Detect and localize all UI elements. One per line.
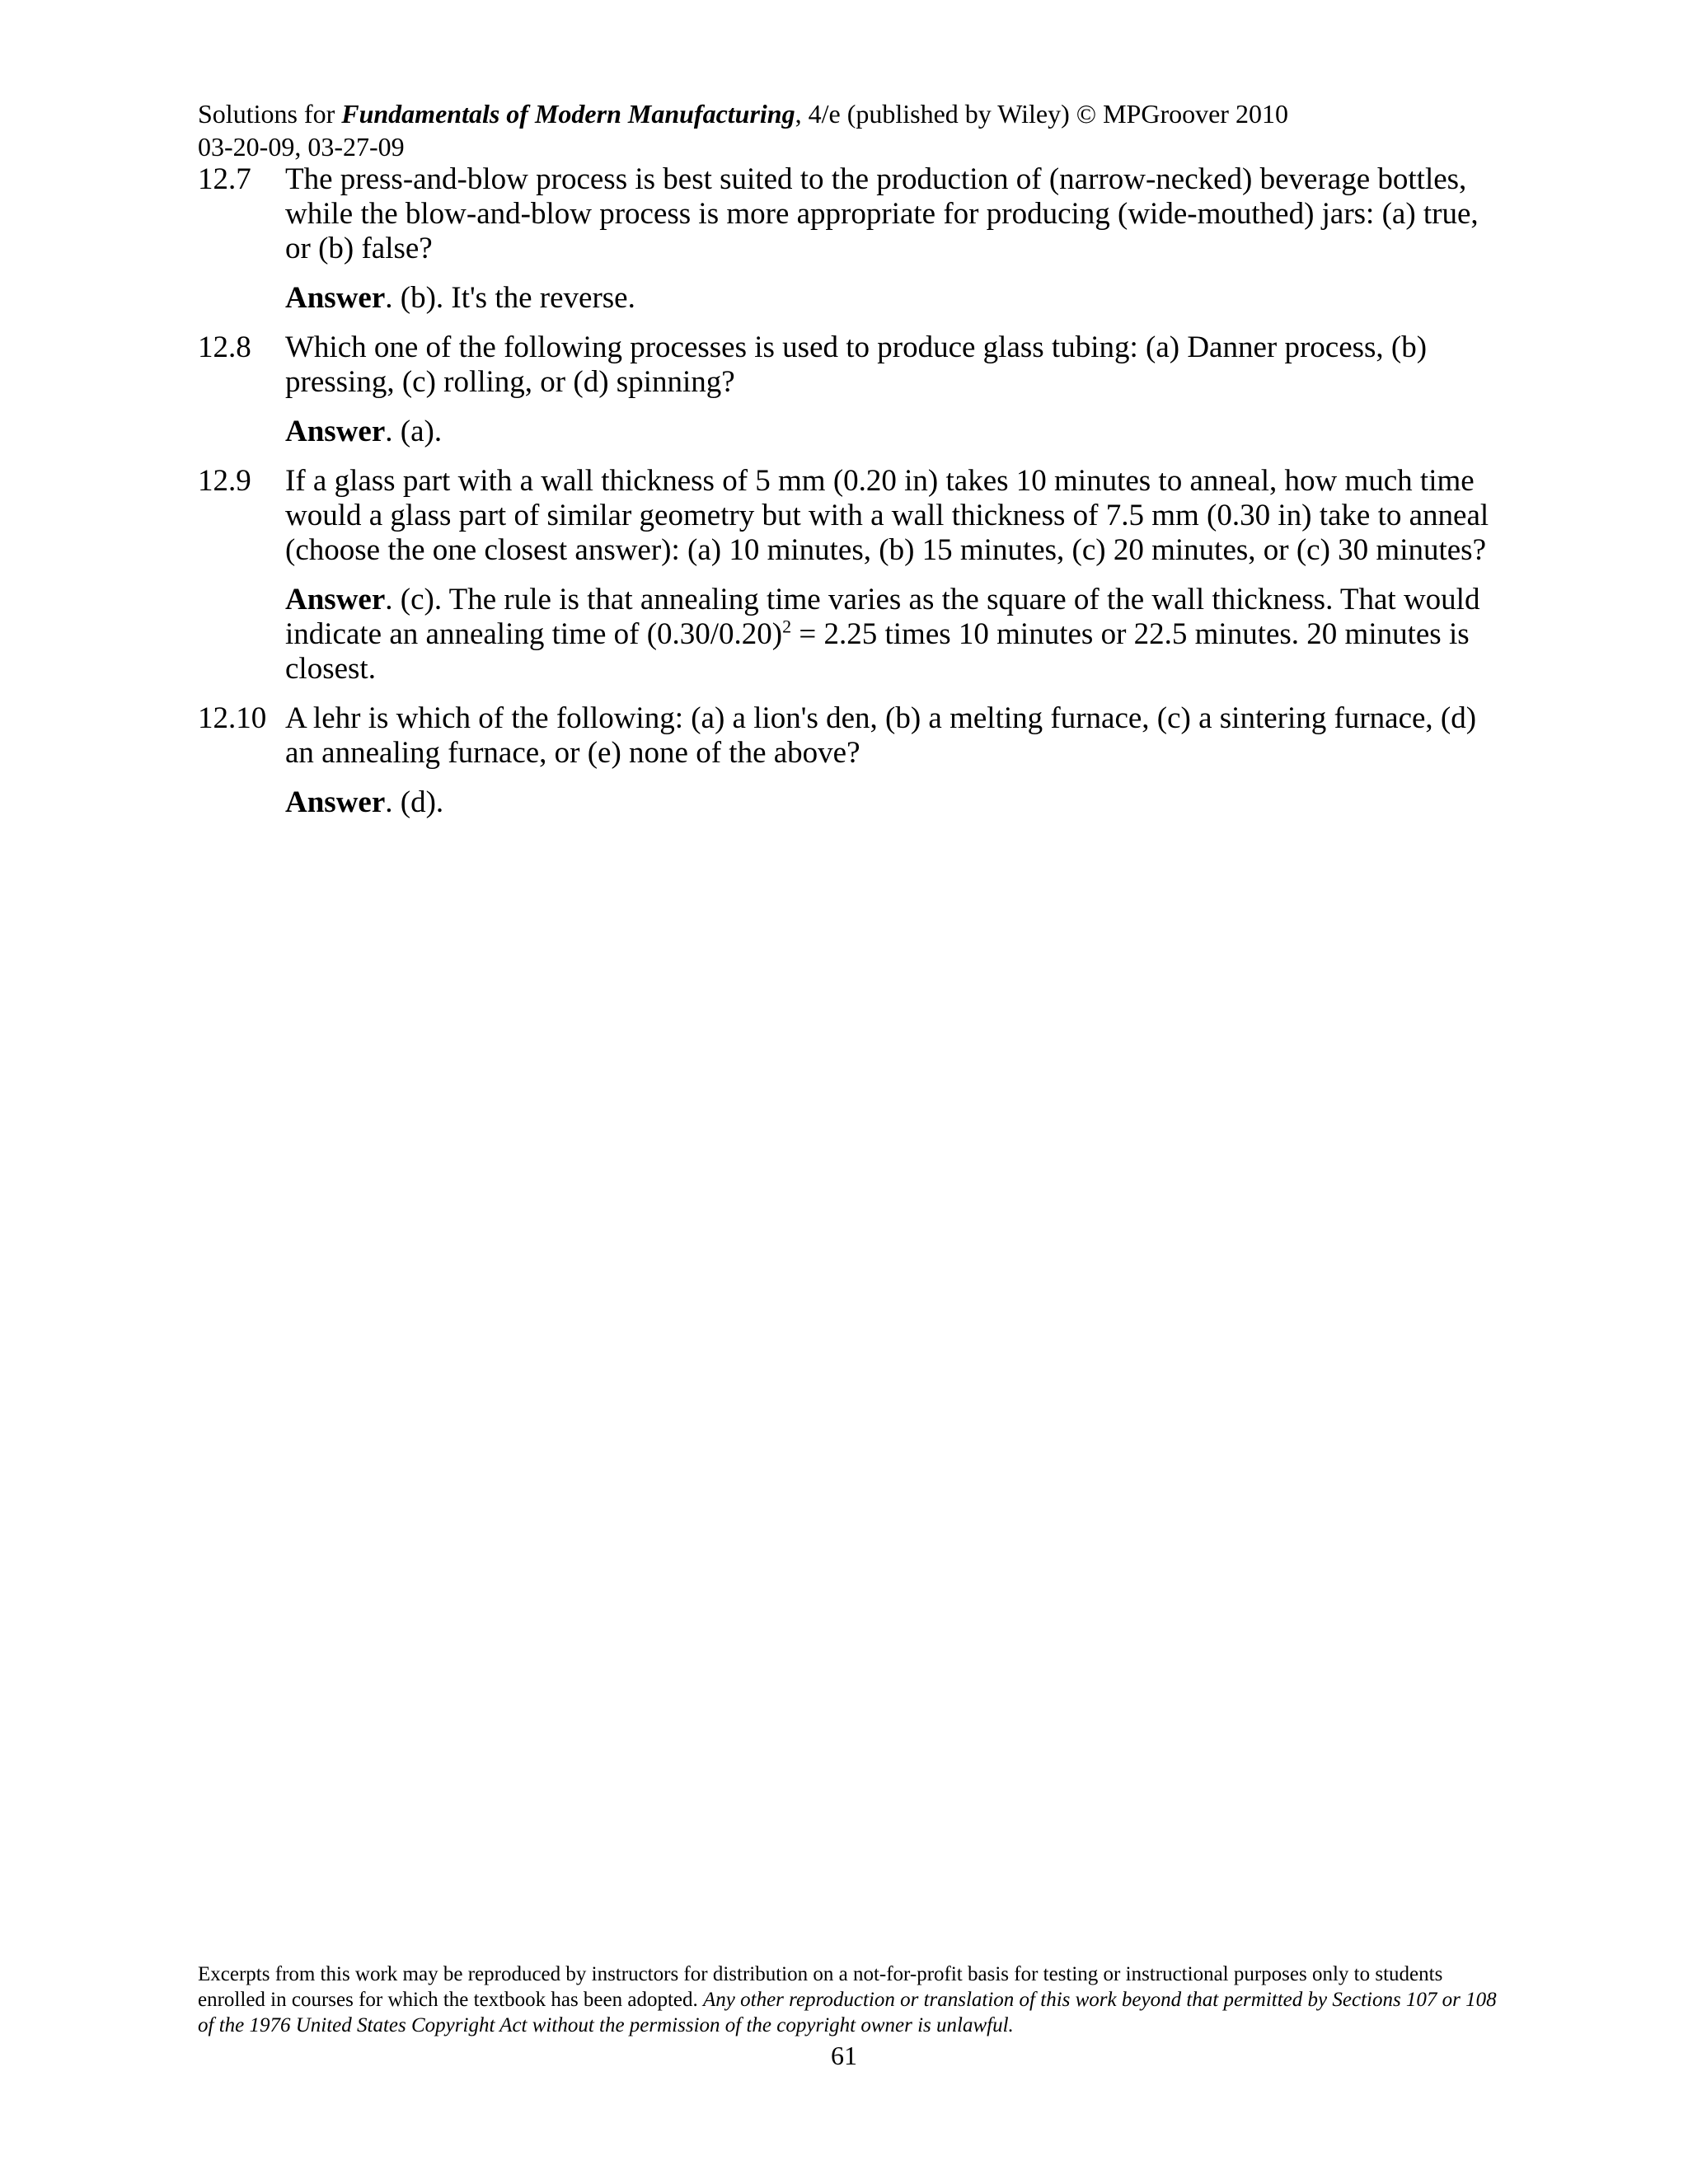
question-list [198,162,1500,835]
question-item [198,701,1500,820]
answer-text [285,583,1500,687]
header-suffix: , 4/e (published by Wiley) © MPGroover 2010 [795,99,1288,129]
question-item [198,330,1500,449]
answer-text [285,785,1500,820]
question-body [285,162,1500,316]
footer-text-italic: Any other reproduction or translation of this work beyond that permitted by Sections 107 or 108 of the 1976 United States Copyright Act without the permission of the copyright owner is unlawful. [198,1989,1497,2036]
page-header [198,97,1517,163]
answer-label: Answer [285,281,386,315]
question-number: 12.7 [198,162,251,196]
answer-content-part1: . (c). The rule is that annealing time varies as the square of the wall thickness. That would indicate an annealing time of (0.30/0.20) [285,583,1480,651]
question-number: 12.10 [198,701,267,735]
answer-content: . (b). It's the reverse. [385,281,635,315]
answer-label: Answer [285,415,386,448]
question-number: 12.8 [198,330,251,364]
answer-content: . (a). [385,415,443,448]
question-item [198,162,1500,316]
header-dates: 03-20-09, 03-27-09 [198,132,405,162]
question-text: The press-and-blow process is best suited to the production of (narrow-necked) beverage bottles, while the blow-and-blow process is more appropriate for producing (wide-mouthed) jars: (a) true, or (b) false? [285,162,1479,265]
page-number: 61 [831,2041,857,2070]
header-title-line [198,97,1517,130]
question-text: Which one of the following processes is used to produce glass tubing: (a) Danner process, (b) pressing, (c) rolling, or (d) spinning? [285,330,1428,399]
answer-label: Answer [285,785,386,819]
answer-label: Answer [285,583,386,616]
question-body [285,701,1500,820]
question-text: A lehr is which of the following: (a) a lion's den, (b) a melting furnace, (c) a sintering furnace, (d) an annealing furnace, or (e) none of the above? [285,701,1477,770]
answer-text [285,281,1500,316]
copyright-footer [198,1961,1500,2038]
question-item [198,464,1500,687]
question-body [285,464,1500,687]
question-body [285,330,1500,449]
answer-content: . (d). [385,785,444,819]
answer-text [285,415,1500,449]
answer-superscript: 2 [782,616,792,637]
footer-text-regular: Excerpts from this work may be reproduced by instructors for distribution on a not-for-profit basis for testing or instructional purposes only to students enrolled in courses for which the textbook has been adopted. [198,1963,1443,2011]
book-title: Fundamentals of Modern Manufacturing [341,99,795,129]
answer-content-part2: = 2.25 times 10 minutes or 22.5 minutes. 20 minutes is closest. [285,617,1470,686]
header-prefix: Solutions for [198,99,342,129]
question-number: 12.9 [198,464,251,498]
question-text: If a glass part with a wall thickness of 5 mm (0.20 in) takes 10 minutes to anneal, how much time would a glass part of similar geometry but with a wall thickness of 7.5 mm (0.30 in) take to anneal (choose the one closest answer): (a) 10 minutes, (b) 15 minutes, (c) 20 minutes, or (c) 30 minutes? [285,464,1489,567]
